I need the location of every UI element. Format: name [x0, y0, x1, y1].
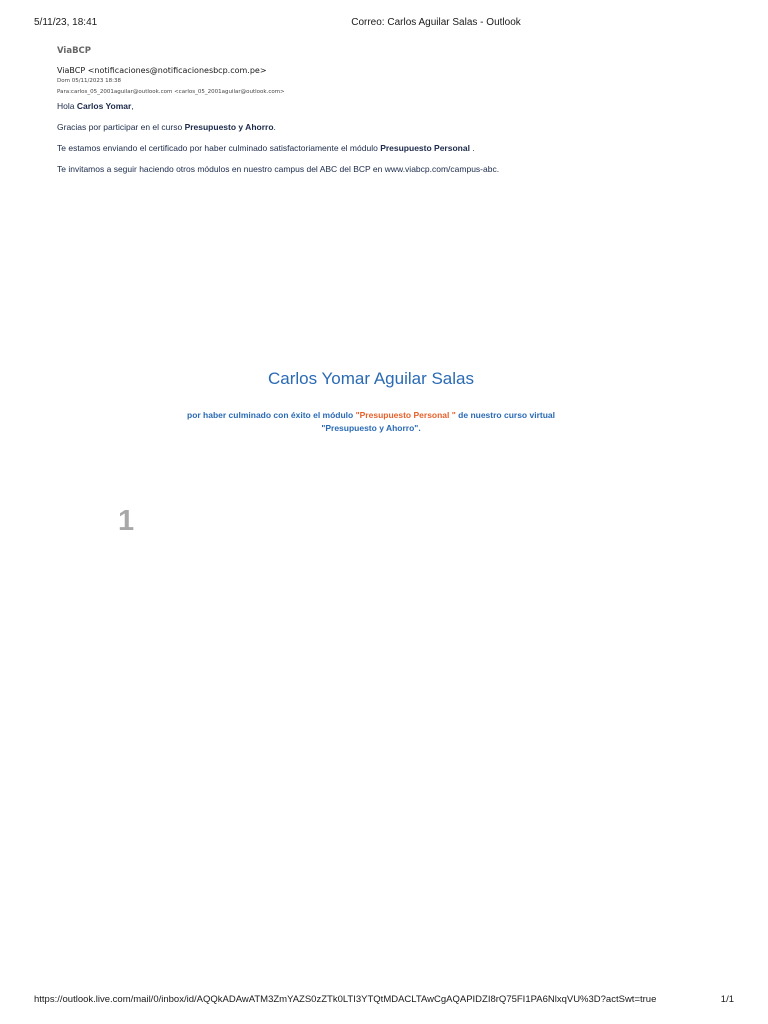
paragraph-invitation: Te invitamos a seguir haciendo otros módulos en nuestro campus del ABC del BCP en www.viabcp.com/campus-abc. — [57, 164, 500, 174]
greeting-prefix: Hola — [57, 101, 77, 111]
print-title-text: Correo: Carlos Aguilar Salas - Outlook — [351, 17, 521, 28]
cert-line1-prefix: por haber culminado con éxito el módulo — [187, 410, 356, 420]
print-title — [0, 17, 768, 28]
certificate-description — [0, 409, 742, 435]
sent-date: Dom 05/11/2023 18:38 — [57, 78, 122, 84]
p2-suffix: . — [469, 143, 475, 153]
cert-line1-suffix: de nuestro curso virtual — [455, 410, 555, 420]
p1-suffix: . — [273, 122, 276, 132]
greeting — [57, 101, 737, 112]
from-address[interactable]: ViaBCP <notificaciones@notificacionesbcp.com.pe> — [57, 66, 267, 75]
greeting-suffix: , — [131, 101, 134, 111]
sender-name: ViaBCP — [57, 46, 92, 56]
footer-page-number: 1/1 — [720, 994, 734, 1005]
print-header — [0, 17, 768, 31]
p2-module: Presupuesto Personal — [380, 143, 470, 153]
certificate-line-2: "Presupuesto y Ahorro". — [321, 423, 421, 433]
p2-prefix: Te estamos enviando el certificado por haber culminado satisfactoriamente el módulo — [57, 143, 381, 153]
p1-prefix: Gracias por participar en el curso — [57, 122, 185, 132]
email-message — [57, 46, 737, 175]
paragraph-certificate — [57, 143, 737, 154]
certificate-line-1 — [0, 409, 742, 422]
cert-line1-module: "Presupuesto Personal " — [355, 410, 456, 420]
print-footer — [34, 994, 734, 1006]
paragraph-thanks — [57, 122, 737, 133]
to-address[interactable]: Para:carlos_05_2001aguilar@outlook.com <carlos_05_2001aguilar@outlook.com> — [57, 89, 285, 95]
p1-course: Presupuesto y Ahorro — [184, 122, 274, 132]
greeting-name: Carlos Yomar — [76, 101, 132, 111]
certificate-recipient: Carlos Yomar Aguilar Salas — [267, 369, 474, 388]
footer-url[interactable]: https://outlook.live.com/mail/0/inbox/id/AQQkADAwATM3ZmYAZS0zZTk0LTI3YTQtMDACLTAwCgAQAPIDZI8rQ75FI1PA6NlxqVU%3D?actSwt=true — [34, 994, 657, 1005]
print-datetime: 5/11/23, 18:41 — [34, 17, 98, 28]
certificate-number: 1 — [118, 505, 135, 537]
